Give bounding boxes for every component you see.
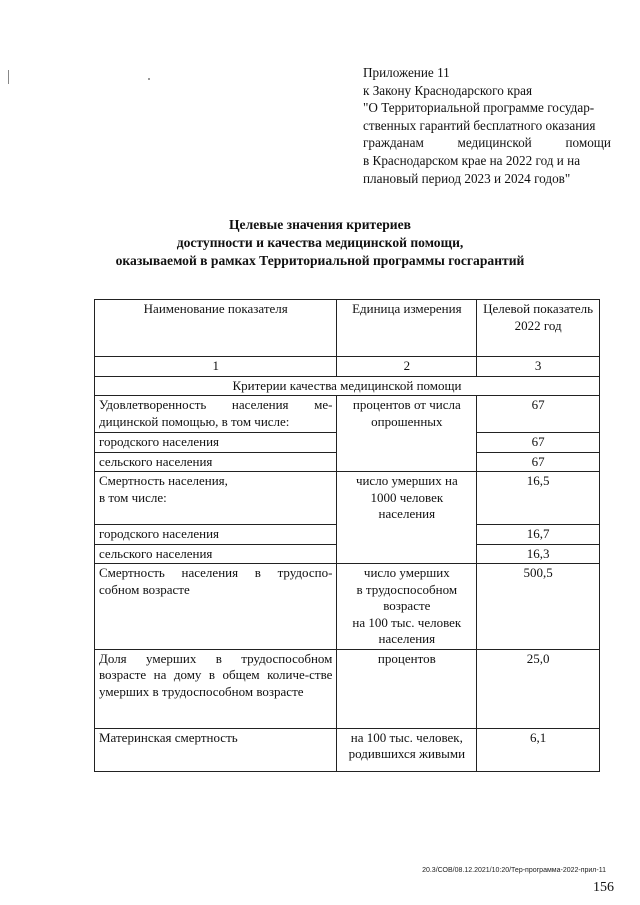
target-value: 67: [477, 452, 600, 472]
target-value: 16,5: [477, 472, 600, 525]
indicator-name: Смертность населения в трудоспо-собном возрасте: [95, 564, 337, 650]
table-row: [95, 472, 600, 525]
unit-cell: [337, 564, 477, 650]
document-title: [60, 216, 580, 270]
unit-cell: процентов от числа опрошенных: [337, 396, 477, 472]
table-row: [95, 564, 600, 650]
appendix-line: плановый период 2023 и 2024 годов": [363, 170, 571, 186]
indicator-name: сельского населения: [95, 452, 337, 472]
header-target-text: Целевой показатель 2022 год: [483, 301, 594, 333]
appendix-line: гражданам медицинской помощи: [363, 135, 611, 151]
unit-cell: на 100 тыс. человек, родившихся живыми: [337, 728, 477, 771]
indicator-name: городского населения: [95, 525, 337, 545]
indicator-name-line: в том числе:: [99, 489, 167, 505]
target-value: 67: [477, 396, 600, 433]
target-value: 6,1: [477, 728, 600, 771]
unit-line: в трудоспособном: [356, 581, 458, 597]
unit-line: возрасте: [383, 598, 431, 613]
indicator-name: сельского населения: [95, 544, 337, 564]
header-unit: [337, 300, 477, 357]
section-row: [95, 376, 600, 396]
document-code: 20.3/СОВ/08.12.2021/10:20/Тер-программа-2022-прил-11: [422, 867, 606, 874]
column-number: 3: [477, 357, 600, 377]
unit-cell: процентов: [337, 649, 477, 728]
unit-line: на 100 тыс. человек: [352, 614, 462, 630]
page-number: 156: [593, 880, 614, 895]
column-number: 2: [337, 357, 477, 377]
unit-line: населения: [378, 631, 436, 646]
appendix-block: [363, 64, 611, 187]
table-row: [95, 728, 600, 771]
title-line: Целевые значения критериев: [228, 217, 412, 232]
header-target: [477, 300, 600, 357]
indicator-name: Удовлетворенность населения ме-дицинской помощью, в том числе:: [95, 396, 337, 433]
appendix-line: в Краснодарском крае на 2022 год и на: [363, 152, 581, 168]
title-line: оказываемой в рамках Территориальной программы госгарантий: [115, 253, 525, 268]
target-value: 16,3: [477, 544, 600, 564]
criteria-table: [94, 299, 600, 772]
target-value: 25,0: [477, 649, 600, 728]
indicator-name: [95, 472, 337, 525]
table-row: [95, 396, 600, 433]
header-unit-text: Единица измерения: [352, 301, 462, 316]
appendix-line: к Закону Краснодарского края: [363, 82, 533, 98]
header-indicator: [95, 300, 337, 357]
section-title: Критерии качества медицинской помощи: [95, 376, 600, 396]
title-line: доступности и качества медицинской помощи,: [176, 235, 464, 250]
appendix-line: Приложение 11: [363, 65, 450, 80]
unit-cell: число умерших на 1000 человек населения: [337, 472, 477, 564]
indicator-name-line: Смертность населения,: [99, 473, 228, 488]
indicator-name: городского населения: [95, 433, 337, 453]
column-number: 1: [95, 357, 337, 377]
target-value: 67: [477, 433, 600, 453]
scan-dot: [148, 78, 150, 80]
indicator-name: Материнская смертность: [95, 728, 337, 771]
table-row: [95, 649, 600, 728]
table-header-row: [95, 300, 600, 357]
appendix-line: ственных гарантий бесплатного оказания: [363, 117, 596, 133]
header-indicator-text: Наименование показателя: [143, 301, 288, 316]
column-number-row: [95, 357, 600, 377]
indicator-name: Доля умерших в трудоспособном возрасте на дому в общем количе-стве умерших в трудоспособном возрасте: [95, 649, 337, 728]
appendix-line: "О Территориальной программе государ-: [363, 100, 595, 116]
unit-line: число умерших: [363, 565, 450, 580]
scan-mark: [8, 70, 9, 84]
target-value: 500,5: [477, 564, 600, 650]
target-value: 16,7: [477, 525, 600, 545]
